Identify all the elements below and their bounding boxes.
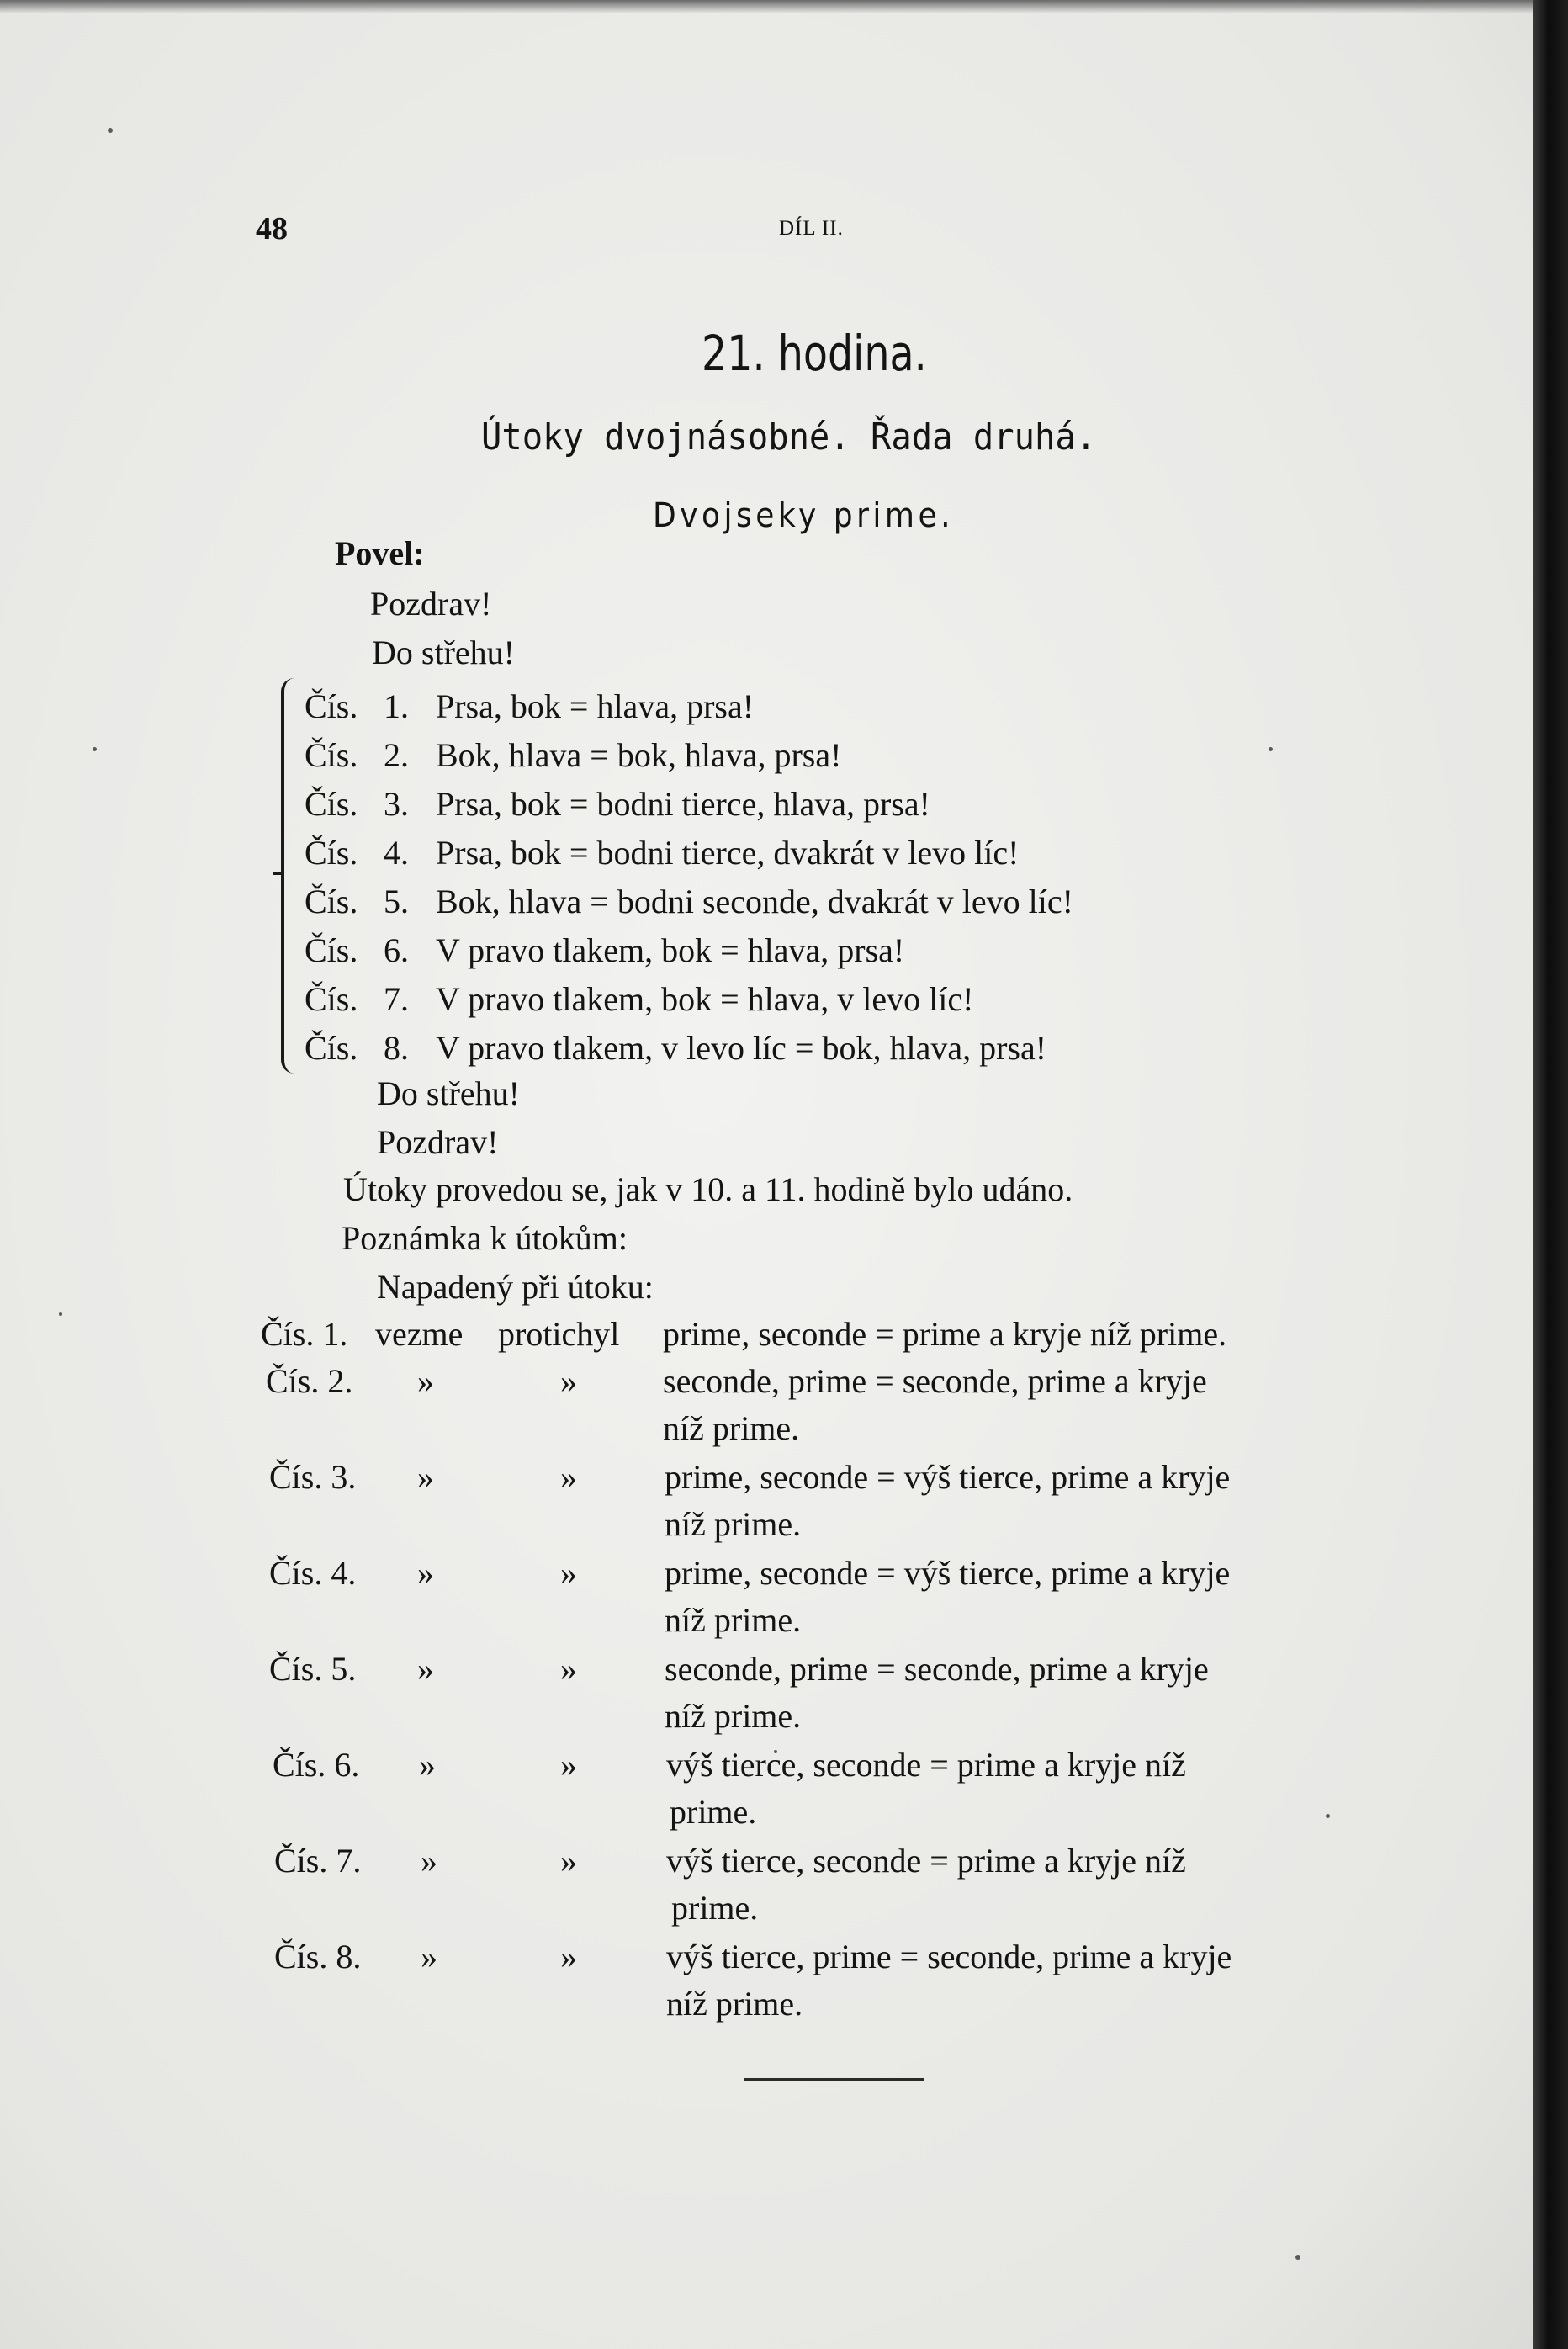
item-text: Prsa, bok = bodni tierce, hlava, prsa! bbox=[436, 785, 930, 823]
response-continuation: níž prime. bbox=[665, 1697, 802, 1735]
item-label: Čís. bbox=[305, 687, 358, 725]
brace-bracket-tip bbox=[273, 872, 284, 875]
scan-speck bbox=[1295, 2255, 1300, 2260]
ditto-mark: » bbox=[560, 1362, 577, 1400]
end-rule bbox=[744, 2078, 924, 2081]
series-heading: Útoky dvojnásobné. Řada druhá. bbox=[481, 416, 1097, 459]
lesson-heading: 21. hodina. bbox=[702, 325, 927, 382]
ditto-mark: » bbox=[421, 1842, 437, 1880]
item-text: V pravo tlakem, v levo líc = bok, hlava, prsa! bbox=[436, 1029, 1047, 1067]
item-text: V pravo tlakem, bok = hlava, v levo líc! bbox=[436, 980, 974, 1018]
response-text: seconde, prime = seconde, prime a kryje bbox=[663, 1362, 1207, 1400]
scan-speck bbox=[1326, 1814, 1330, 1818]
ditto-mark: » bbox=[421, 1938, 437, 1975]
ditto-mark: » bbox=[560, 1650, 577, 1688]
response-number: Čís. 8. bbox=[274, 1938, 362, 1975]
ditto-mark: » bbox=[560, 1746, 577, 1784]
item-text: Prsa, bok = bodni tierce, dvakrát v levo líc! bbox=[436, 834, 1020, 872]
response-number: Čís. 1. bbox=[261, 1315, 348, 1353]
ditto-mark: » bbox=[417, 1458, 434, 1496]
response-verb: vezme bbox=[375, 1315, 464, 1353]
running-title: DÍL II. bbox=[779, 217, 844, 240]
ditto-mark: » bbox=[417, 1362, 434, 1400]
response-object: protichyl bbox=[498, 1315, 620, 1353]
scan-speck bbox=[108, 128, 113, 133]
attacked-heading: Napadený při útoku: bbox=[377, 1268, 654, 1306]
ditto-mark: » bbox=[560, 1554, 577, 1592]
scan-speck bbox=[1269, 747, 1273, 751]
ditto-mark: » bbox=[417, 1554, 434, 1592]
scan-speck bbox=[93, 747, 97, 751]
item-index: 7. bbox=[384, 980, 409, 1018]
item-label: Čís. bbox=[305, 1029, 358, 1067]
command-line: Do střehu! bbox=[372, 634, 515, 671]
item-label: Čís. bbox=[305, 883, 358, 920]
command-label: Povel: bbox=[335, 534, 425, 572]
response-number: Čís. 6. bbox=[273, 1746, 360, 1784]
ditto-mark: » bbox=[419, 1746, 436, 1784]
response-number: Čís. 2. bbox=[266, 1362, 353, 1400]
response-continuation: níž prime. bbox=[665, 1505, 802, 1543]
item-text: V pravo tlakem, bok = hlava, prsa! bbox=[436, 931, 905, 969]
scan-speck bbox=[59, 1312, 62, 1316]
response-number: Čís. 3. bbox=[269, 1458, 357, 1496]
book-spine-edge bbox=[1533, 0, 1568, 2349]
item-index: 2. bbox=[384, 736, 409, 774]
execution-paragraph: Útoky provedou se, jak v 10. a 11. hodině bylo udáno. bbox=[343, 1170, 1073, 1208]
response-continuation: níž prime. bbox=[663, 1409, 800, 1447]
response-text: seconde, prime = seconde, prime a kryje bbox=[665, 1650, 1209, 1688]
response-number: Čís. 4. bbox=[269, 1554, 357, 1592]
ditto-mark: » bbox=[417, 1650, 434, 1688]
item-index: 1. bbox=[384, 687, 409, 725]
response-text: prime, seconde = prime a kryje níž prime. bbox=[663, 1315, 1227, 1353]
item-label: Čís. bbox=[305, 931, 358, 969]
response-number: Čís. 5. bbox=[269, 1650, 357, 1688]
item-index: 8. bbox=[384, 1029, 409, 1067]
item-text: Bok, hlava = bodni seconde, dvakrát v levo líc! bbox=[436, 883, 1073, 920]
item-index: 4. bbox=[384, 834, 409, 872]
ditto-mark: » bbox=[560, 1938, 577, 1975]
response-text: výš tierce, prime = seconde, prime a kryje bbox=[666, 1938, 1232, 1975]
page-top-shadow bbox=[0, 0, 1568, 13]
note-title: Poznámka k útokům: bbox=[342, 1219, 628, 1257]
response-continuation: níž prime. bbox=[665, 1601, 802, 1639]
response-text: výš tierce, seconde = prime a kryje níž bbox=[666, 1842, 1186, 1880]
response-text: prime, seconde = výš tierce, prime a kryje bbox=[665, 1458, 1231, 1496]
exercise-heading: Dvojseky prime. bbox=[653, 496, 955, 535]
item-index: 6. bbox=[384, 931, 409, 969]
page-number: 48 bbox=[256, 211, 288, 247]
command-closing: Do střehu! bbox=[377, 1074, 520, 1112]
command-closing: Pozdrav! bbox=[377, 1123, 499, 1161]
ditto-mark: » bbox=[560, 1458, 577, 1496]
brace-bracket bbox=[281, 678, 296, 1074]
item-index: 5. bbox=[384, 883, 409, 920]
response-number: Čís. 7. bbox=[274, 1842, 362, 1880]
item-label: Čís. bbox=[305, 980, 358, 1018]
response-continuation: níž prime. bbox=[666, 1985, 803, 2023]
command-line: Pozdrav! bbox=[370, 585, 492, 623]
response-text: výš tierce, seconde = prime a kryje níž bbox=[666, 1746, 1186, 1784]
item-label: Čís. bbox=[305, 834, 358, 872]
item-text: Bok, hlava = bok, hlava, prsa! bbox=[436, 736, 842, 774]
ditto-mark: » bbox=[560, 1842, 577, 1880]
item-label: Čís. bbox=[305, 785, 358, 823]
item-text: Prsa, bok = hlava, prsa! bbox=[436, 687, 755, 725]
response-continuation: prime. bbox=[671, 1889, 759, 1927]
response-text: prime, seconde = výš tierce, prime a kryje bbox=[665, 1554, 1231, 1592]
response-continuation: prime. bbox=[670, 1793, 757, 1831]
item-index: 3. bbox=[384, 785, 409, 823]
item-label: Čís. bbox=[305, 736, 358, 774]
